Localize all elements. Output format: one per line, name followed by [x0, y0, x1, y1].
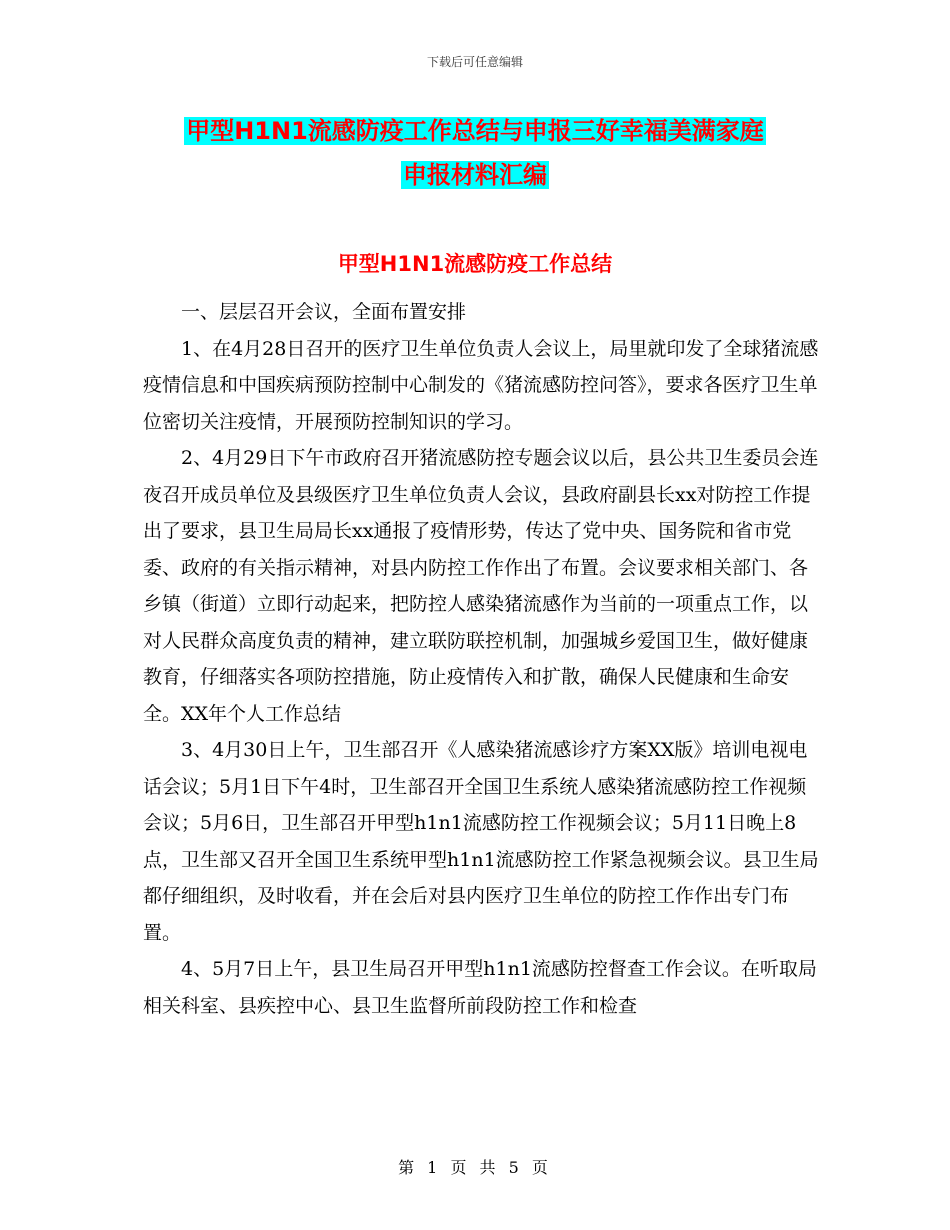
section-title: 甲型H1N1流感防疫工作总结 [337, 252, 613, 276]
paragraph: 4、5月7日上午，县卫生局召开甲型h1n1流感防控督查工作会议。在听取局相关科室、县疾控中心、县卫生监督所前段防控工作和检查 [143, 958, 817, 1017]
main-title-line-1 [0, 113, 950, 149]
paragraph: 1、在4月28日召开的医疗卫生单位负责人会议上，局里就印发了全球猪流感疫情信息和中国疾病预防控制中心制发的《猪流感防控问答》，要求各医疗卫生单位密切关注疫情，开展预防控制知识的学习。 [143, 337, 819, 433]
main-title-line-1-text: 甲型H1N1流感防疫工作总结与申报三好幸福美满家庭 [186, 117, 764, 145]
paragraph-heading: 一、层层召开会议，全面布置安排 [181, 301, 467, 323]
document-body [143, 294, 823, 1024]
page-number: 第 1 页 共 5 页 [398, 1158, 552, 1177]
paragraph: 2、4月29日下午市政府召开猪流感防控专题会议以后，县公共卫生委员会连夜召开成员单位及县级医疗卫生单位负责人会议，县政府副县长xx对防控工作提出了要求，县卫生局局长xx通报了疫情形势，传达了党中央、国务院和省市党委、政府的有关指示精神，对县内防控工作作出了布置。会议要求相关部门、各乡镇（街道）立即行动起来，把防控人感染猪流感作为当前的一项重点工作，以对人民群众高度负责的精神，建立联防联控机制，加强城乡爱国卫生，做好健康教育，仔细落实各项防控措施，防止疫情传入和扩散，确保人民健康和生命安全。XX年个人工作总结 [143, 447, 819, 725]
main-title-line-2-text: 申报材料汇编 [403, 161, 547, 189]
header-note: 下载后可任意编辑 [426, 55, 523, 69]
paragraph: 3、4月30日上午，卫生部召开《人感染猪流感诊疗方案XX版》培训电视电话会议；5月1日下午4时，卫生部召开全国卫生系统人感染猪流感防控工作视频会议；5月6日，卫生部召开甲型h1n1流感防控工作视频会议；5月11日晚上8点，卫生部又召开全国卫生系统甲型h1n1流感防控工作紧急视频会议。县卫生局都仔细组织，及时收看，并在会后对县内医疗卫生单位的防控工作作出专门布置。 [143, 739, 819, 944]
main-title-line-2 [0, 157, 950, 193]
